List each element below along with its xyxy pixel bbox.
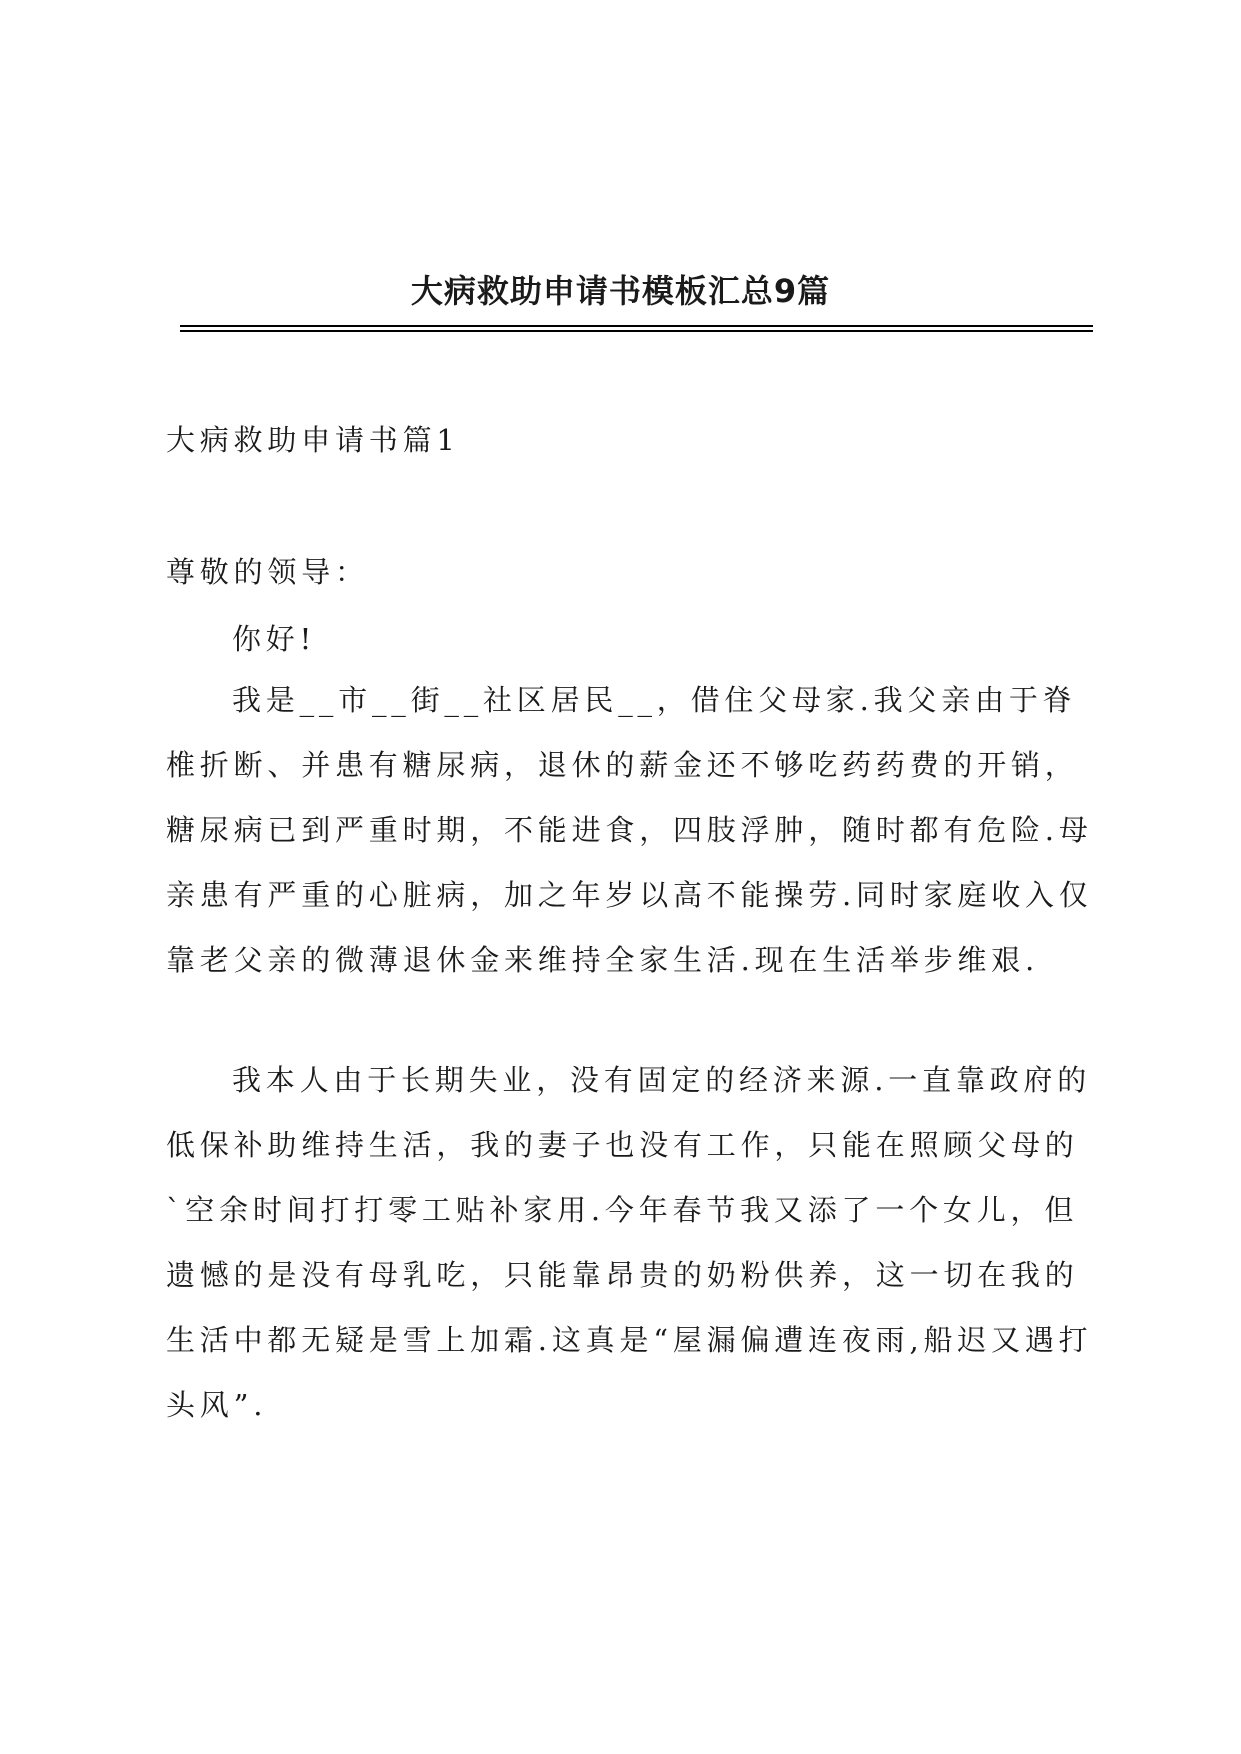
salutation: 尊敬的领导： <box>166 555 369 589</box>
body-paragraph: 我是__市__街__社区居民__，借住父母家.我父亲由于脊椎折断、并患有糖尿病，退休的薪金还不够吃药药费的开销，糖尿病已到严重时期，不能进食，四肢浮肿，随时都有危险.母亲患有严重的心脏病，加之年岁以高不能操劳.同时家庭收入仅靠老父亲的微薄退休金来维持全家生活.现在生活举步维艰. <box>166 683 1093 977</box>
section-heading: 大病救助申请书篇1 <box>166 423 460 457</box>
document-title: 大病救助申请书模板汇总9篇 <box>410 272 831 311</box>
body-paragraph: 我本人由于长期失业，没有固定的经济来源.一直靠政府的低保补助维持生活，我的妻子也没有工作，只能在照顾父母的`空余时间打打零工贴补家用.今年春节我又添了一个女儿，但遗憾的是没有母乳吃，只能靠昂贵的奶粉供养，这一切在我的生活中都无疑是雪上加霜.这真是“屋漏偏遭连夜雨,船迟又遇打头风”. <box>166 1063 1093 1422</box>
title-divider-top <box>180 325 1093 327</box>
title-divider-bottom <box>180 330 1093 332</box>
greeting: 你好! <box>232 622 317 656</box>
